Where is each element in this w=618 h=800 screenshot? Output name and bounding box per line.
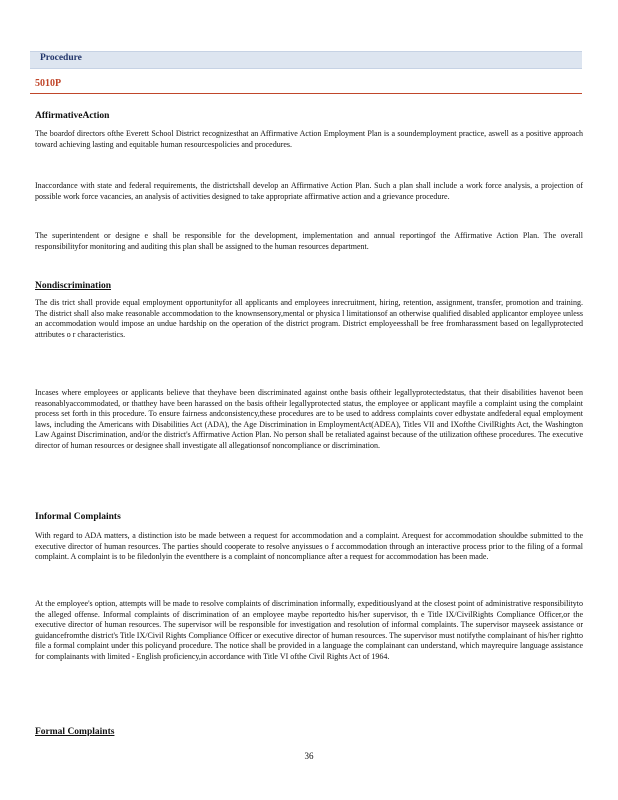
procedure-header-bar xyxy=(30,51,582,69)
affirmative-action-heading: AffirmativeAction xyxy=(35,111,110,121)
policy-code: 5010P xyxy=(35,78,62,89)
informal-paragraph-2: At the employee's option, attempts will be made to resolve complaints of discrimination informally, expeditiouslyand at the closest point of administrative responsibilityto the alleged offense. Informal complaints of discrimination of an employee maybe reportedto his/her supervisor, th e Title IX/CivilRights Compliance Officer,or the executive director of human resources. The supervisor will be responsible for investigation and resolution of informal complaints. The supervisor mayseek assistance or guidancefromthe district's Title IX/Civil Rights Compliance Officer or executive director of human resources. The supervisor must notifythe complainant of his/her rightto file a formal complaint under this policyand procedure. The notice shall be provided in a language the complainant can understand, which mayrequire language assistance for complainants with limited - English proficiency,in accordance with Title VI ofthe Civil Rights Act of 1964. xyxy=(35,599,583,661)
nondiscrimination-paragraph-2: Incases where employees or applicants believe that theyhave been discriminated against onthe basis oftheir legallyprotectedstatus, that their disabilities havenot been reasonablyaccommodated, or thatthey have been harassed on the basis oftheir legallyprotected status, the employee or applicant mayfile a complaint using the complaint process set forth in this procedure. To ensure fairness andconsistency,these procedures are to be used to address complaints cover edbystate andfederal equal employment laws, including the Americans with Disabilities Act (ADA), the Age Discrimination in EmploymentAct(ADEA), Titles VII and IXofthe CivilRights Act, the Washington Law Against Discrimination, and/or the district's Affirmative Action Plan. No person shall be retaliated against because of the utilization ofthese procedures. The executive director of human resources or designee shall investigate all allegationsof noncompliance or discrimination. xyxy=(35,388,583,450)
header-divider xyxy=(30,93,582,94)
page-number: 36 xyxy=(304,751,314,761)
affirmative-paragraph-1: The boardof directors ofthe Everett School District recognizesthat an Affirmative Action Employment Plan is a soundemployment practice, aswell as a positive approach toward achieving lasting and equitable human resourcespolicies and procedures. xyxy=(35,129,583,149)
informal-paragraph-1: With regard to ADA matters, a distinction isto be made between a request for accommodation and a complaint. Arequest for accommodation shouldbe submitted to the executive director of human resources. The parties should cooperate to resolve anyissues o f accommodation through an interactive process prior to the filing of a formal complaint. A complaint is to be filedonlyin the eventthere is a complaint of noncompliance after a request for accommodation has been made. xyxy=(35,531,583,562)
nondiscrimination-paragraph-1: The dis trict shall provide equal employment opportunityfor all applicants and employees inrecruitment, hiring, retention, assignment, transfer, promotion and training. The district shall also make reasonable accommodation to the knownsensory,mental or physica l limitationsof an otherwise qualified disabled applicantor employee unless an accommodation would impose an undue hardship on the operation of the district program. District employeesshall be free fromharassment based on legallyprotected attributes o r characteristics. xyxy=(35,298,583,339)
formal-complaints-heading: Formal Complaints xyxy=(35,727,115,737)
informal-complaints-heading: Informal Complaints xyxy=(35,512,121,522)
nondiscrimination-heading: Nondiscrimination xyxy=(35,281,112,291)
affirmative-paragraph-3: The superintendent or designe e shall be responsible for the development, implementation and annual reportingof the Affirmative Action Plan. The overall responsibilityfor monitoring and auditing this plan shall be assigned to the human resources department. xyxy=(35,231,583,251)
procedure-label: Procedure xyxy=(40,53,82,63)
affirmative-paragraph-2: Inaccordance with state and federal requirements, the districtshall develop an Affirmative Action Plan. Such a plan shall include a work force analysis, a projection of possible work force vacancies, an analysis of activities designed to take appropriate affirmative action and a grievance procedure. xyxy=(35,181,583,201)
